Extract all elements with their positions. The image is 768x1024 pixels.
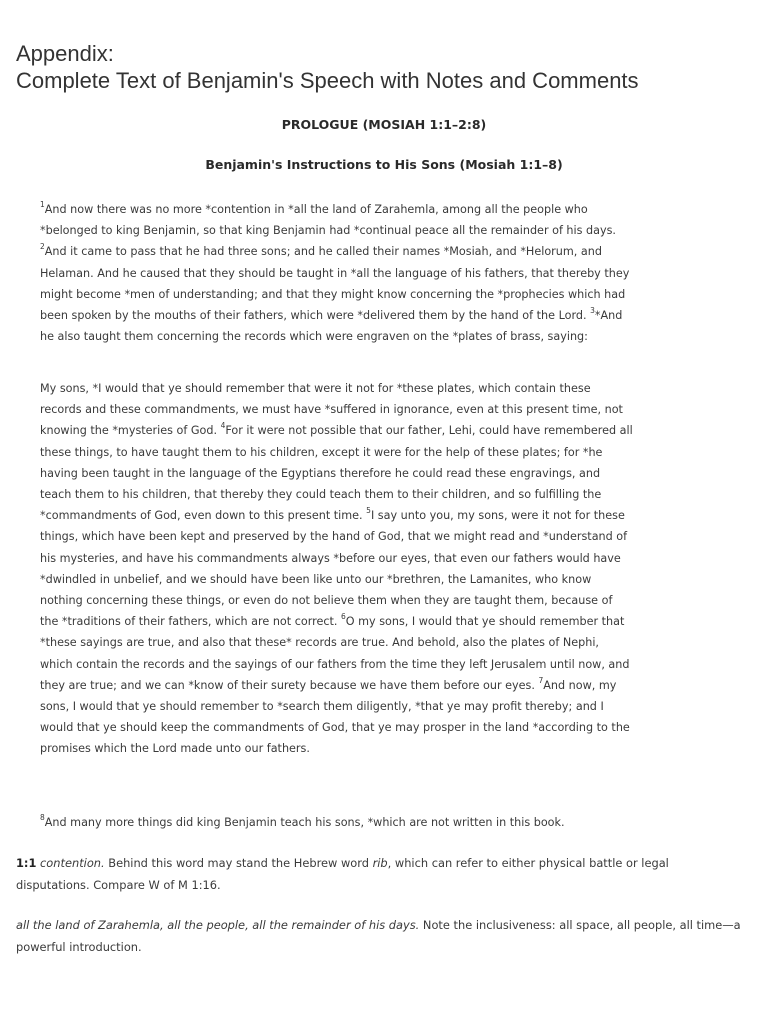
note-term: contention. [40,856,105,870]
prologue-heading: PROLOGUE (MOSIAH 1:1–2:8) [281,117,487,132]
note-hebrew-word: rib [372,856,388,870]
verse-number-6: 6 [341,612,346,622]
verse-number-3: 3 [590,306,595,316]
verse-3: *And he also taught them concerning the records which were engraven on the *plates of brass, saying: [40,309,623,344]
verses-paragraph-1 [40,199,634,347]
verse-7: And now, my sons, I would that ye should remember to *search them diligently, *that ye may profit thereby; and I would that ye should keep the commandments of God, that ye may prosper in the land *according to the promises which the Lord made unto our fathers. [40,678,630,756]
verse-number-4: 4 [220,421,226,431]
verse-5: I say unto you, my sons, were it not for these things, which have been kept and preserved by the hand of God, that we might read and *understand of his mysteries, and have his commandments always *before our eyes, that even our fathers would have *dwindled in unbelief, and we should have been like unto our *brethren, the Lamanites, who know nothing concerning these things, or even do not believe them when they are taught them, because of the *traditions of their fathers, which are not correct. [40,509,628,629]
verse-6: O my sons, I would that ye should remember that *these sayings are true, and also that these* records are true. And behold, also the plates of Nephi, which contain the records and the sayings of our fathers from the time they left Jerusalem until now, and they are true; and we can *know of their surety because we have them before our eyes. [40,615,630,692]
verse-number-5: 5 [366,506,371,516]
verse-3-speech: My sons, *I would that ye should remember that were it not for *these plates, which contain these records and these commandments, we must have *suffered in ignorance, even at this present time, not knowing the *mysteries of God. [40,382,623,438]
section-heading: Benjamin's Instructions to His Sons (Mosiah 1:1–8) [205,157,563,172]
verses-paragraph-2 [40,378,634,760]
note-text: Behind this word may stand the Hebrew word [104,856,373,870]
page-title-line-1: Appendix: [16,41,114,66]
page-title-line-2: Complete Text of Benjamin's Speech with Notes and Comments [16,68,639,93]
note-reference: 1:1 [16,856,37,870]
note-2 [16,914,746,958]
verse-number-7: 7 [538,675,544,685]
page-title [16,40,756,94]
verse-2: And it came to pass that he had three sons; and he called their names *Mosiah, and *Helorum, and Helaman. And he caused that they should be taught in *all the language of his fathers, that thereby they might become *men of understanding; and that they might know concerning the *prophecies which had been spoken by the mouths of their fathers, which were *delivered them by the hand of the Lord. [40,245,630,323]
note-term: all the land of Zarahemla, all the people, all the remainder of his days. [16,918,420,932]
verses-paragraph-3 [40,812,634,833]
verse-number-1: 1 [40,200,45,209]
note-text: Note the inclusiveness: all space, all people, all time—a powerful introduction. [16,918,741,954]
note-text-continued: , which can refer to either physical battle or legal disputations. Compare W of M 1:16. [16,856,669,892]
verse-number-8: 8 [40,813,45,822]
verse-number-2: 2 [40,242,45,252]
verse-4: For it were not possible that our father, Lehi, could have remembered all these things, to have taught them to his children, except it were for the help of these plates; for *he having been taught in the language of the Egyptians therefore he could read these engravings, and teach them to his children, that thereby they could teach them to their children, and so fulfilling the *commandments of God, even down to this present time. [40,424,633,523]
note-1-1 [16,852,746,896]
verse-1: And now there was no more *contention in *all the land of Zarahemla, among all the people who *belonged to king Benjamin, so that king Benjamin had *continual peace all the remainder of his days. [40,203,616,238]
verse-8: And many more things did king Benjamin teach his sons, *which are not written in this book. [44,816,565,829]
